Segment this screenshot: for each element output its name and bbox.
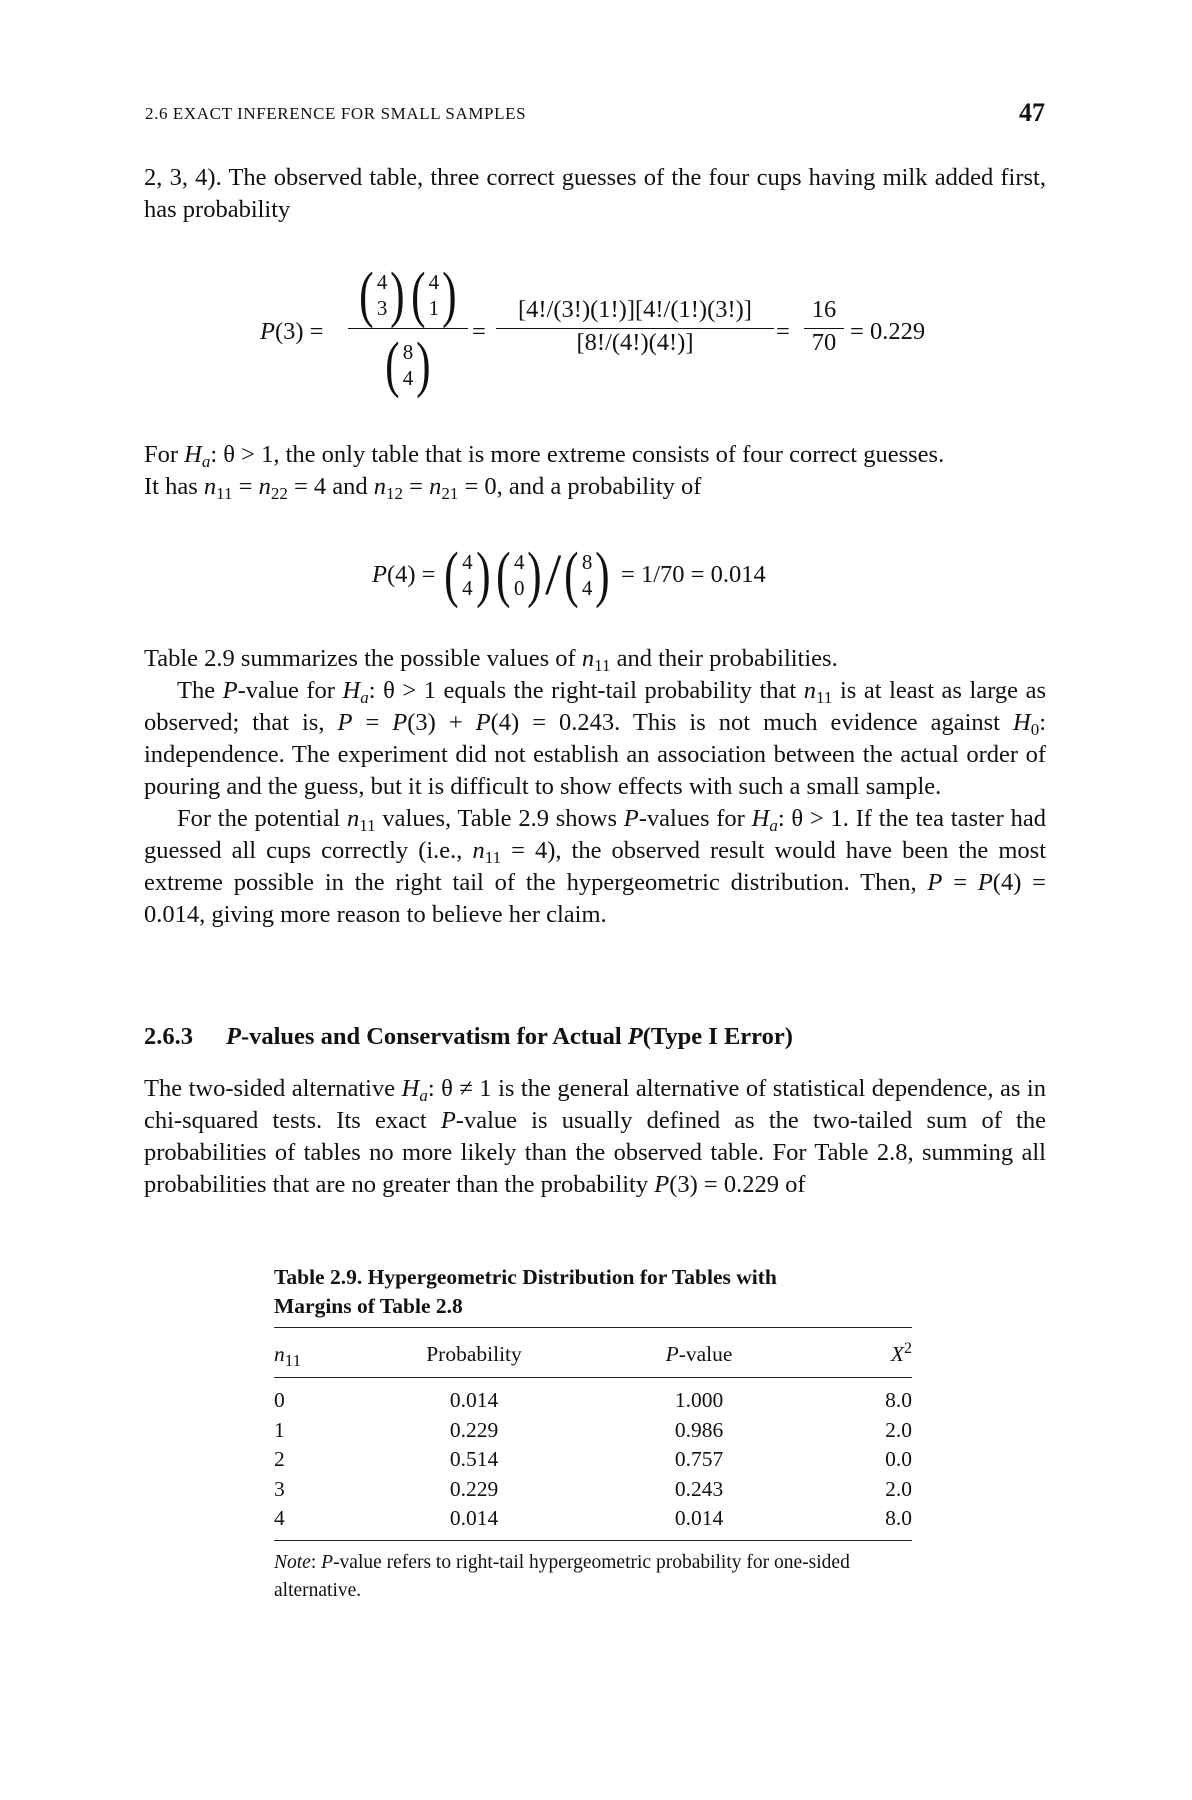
binom-4-3: ( 4 3 ) — [359, 261, 405, 329]
table-caption-line2: Margins of Table 2.8 — [274, 1294, 463, 1318]
paragraph-two-sided-text: The two-sided alternative $H_a$: θ ≠ 1 is the general alternative of statistical dependence, as in chi-squared tests. Its exact P-value is usually defined as the two-tailed sum of the probabilities of tables no more likely than the observed table. For Table 2.8, summing all probabilities that are no greater than the probability P(3) = 0.229 of — [144, 1075, 1046, 1198]
binom-8-4-b: ( 8 4 ) — [564, 541, 610, 609]
eq1-result: = 0.229 — [850, 318, 926, 345]
eq2-slash: / — [545, 542, 562, 607]
paragraph-table-summary: Table 2.9 summarizes the possible values of $n_{11}$ and their probabilities. — [144, 645, 838, 675]
binom-8-4: ( 8 4 ) — [385, 331, 431, 399]
running-head-section: 2.6 EXACT INFERENCE FOR SMALL SAMPLES — [145, 104, 527, 123]
paragraph-intro — [144, 162, 1046, 226]
paragraph-block-main — [144, 643, 1046, 931]
cell-n11: 2 — [274, 1447, 285, 1471]
cell-prob: 0.014 — [449, 1388, 499, 1412]
paragraph-more-extreme — [144, 439, 1046, 503]
binom3-top: 8 — [402, 340, 414, 364]
cell-n11: 3 — [274, 1476, 285, 1501]
table-row — [274, 1386, 912, 1416]
cell-pval: 0.757 — [674, 1447, 724, 1471]
header-x2: $X^2$ — [890, 1339, 912, 1366]
section-title: P-values and Conservatism for Actual P(Type I Error) — [226, 1023, 793, 1050]
binom1-top: 4 — [376, 270, 388, 294]
cell-x2: 0.0 — [885, 1447, 912, 1471]
equation-p3-factorial-fraction — [496, 296, 774, 361]
equation-p3-simple-fraction — [804, 296, 844, 361]
table-bottom-rule — [274, 1540, 912, 1541]
cell-prob: 0.229 — [449, 1476, 499, 1501]
paragraph-more-extreme-line2: It has $n_{11} = n_{22} = 4$ and $n_{12} = n_{21} = 0$, and a probability of — [144, 473, 702, 503]
table-2-9 — [274, 1263, 912, 1605]
table-row — [274, 1475, 912, 1505]
cell-x2: 8.0 — [885, 1388, 912, 1412]
table-row — [274, 1445, 912, 1475]
cell-x2: 2.0 — [885, 1417, 912, 1442]
equation-p3 — [260, 262, 940, 404]
binom1-bottom: 3 — [376, 296, 388, 320]
binom2-top: 4 — [428, 270, 440, 294]
section-number: 2.6.3 — [144, 1023, 193, 1050]
page-number: 47 — [1019, 98, 1045, 127]
header-pvalue: P-value — [665, 1342, 733, 1366]
factorial-denominator: [8!/(4!)(4!)] — [496, 328, 774, 361]
binom2-bottom: 1 — [428, 296, 440, 320]
eq2-rhs: = 1/70 = 0.014 — [621, 561, 766, 588]
binom-4-0: ( 4 0 ) — [496, 541, 543, 609]
binom-4-1: ( 4 1 ) — [411, 261, 457, 329]
fraction-denominator: 70 — [804, 328, 844, 361]
cell-n11: 0 — [274, 1388, 285, 1412]
factorial-numerator: [4!/(3!)(1!)][4!/(1!)(3!)] — [518, 296, 752, 323]
cell-pval: 0.243 — [674, 1476, 724, 1501]
table-body — [274, 1328, 912, 1534]
running-head — [145, 98, 1045, 134]
paragraph-more-extreme-line1: For $H_a$: θ > 1, the only table that is more extreme consists of four correct guesses. — [144, 441, 945, 471]
table-header-row — [274, 1328, 912, 1378]
cell-pval: 0.986 — [674, 1417, 724, 1442]
table-rows — [274, 1386, 912, 1534]
header-probability: Probability — [426, 1342, 522, 1366]
cell-n11: 4 — [274, 1506, 285, 1530]
table-caption — [274, 1263, 912, 1321]
cell-pval: 0.014 — [674, 1506, 724, 1530]
paragraph-intro-text: 2, 3, 4). The observed table, three correct guesses of the four cups having milk added first, has probability — [144, 164, 1046, 223]
cell-pval: 1.000 — [674, 1388, 724, 1412]
cell-prob: 0.014 — [449, 1506, 499, 1530]
binom-4-4: ( 4 4 ) — [444, 541, 491, 609]
equation-p4 — [372, 540, 852, 610]
table-row — [274, 1504, 912, 1534]
header-n11: $n_{11}$ — [274, 1342, 302, 1370]
cell-x2: 2.0 — [885, 1476, 912, 1501]
equation-p3-lhs: P(3) = — [260, 318, 324, 345]
eq1-equals-2: = — [776, 318, 790, 345]
paragraph-potential-values: For the potential $n_{11}$ values, Table 2.9 shows P-values for $H_a$: θ > 1. If the tea taster had guessed all cups correctly (i.e., $n_{11} = 4$), the observed result would have been the most extreme possible in the right tail of the hypergeometric distribution. Then, P = P(4) = 0.014, giving more reason to believe her claim. — [144, 805, 1046, 928]
cell-n11: 1 — [274, 1417, 285, 1442]
table-note: Note: P-value refers to right-tail hypergeometric probability for one-sided alternative. — [274, 1551, 850, 1601]
cell-prob: 0.229 — [449, 1417, 499, 1442]
paragraph-pvalue: The P-value for $H_a$: θ > 1 equals the right-tail probability that $n_{11}$ is at least as large as observed; that is, P = P(3) + P(4) = 0.243. This is not much evidence against $H_0$: independence. The experiment did not establish an association between the actual order of pouring and the guess, but it is difficult to show effects with such a small sample. — [144, 677, 1047, 800]
cell-prob: 0.514 — [449, 1447, 499, 1471]
paragraph-two-sided — [144, 1073, 1046, 1201]
section-heading-2-6-3 — [144, 1023, 793, 1051]
equation-p3-binom-fraction — [348, 262, 468, 401]
eq2-lhs: P(4) = — [372, 561, 436, 588]
eq1-equals-1: = — [472, 318, 486, 345]
fraction-numerator: 16 — [811, 296, 837, 323]
table-row — [274, 1416, 912, 1446]
binom3-bottom: 4 — [402, 366, 414, 390]
cell-x2: 8.0 — [885, 1506, 912, 1530]
table-caption-line1: Table 2.9. Hypergeometric Distribution for Tables with — [274, 1265, 777, 1289]
